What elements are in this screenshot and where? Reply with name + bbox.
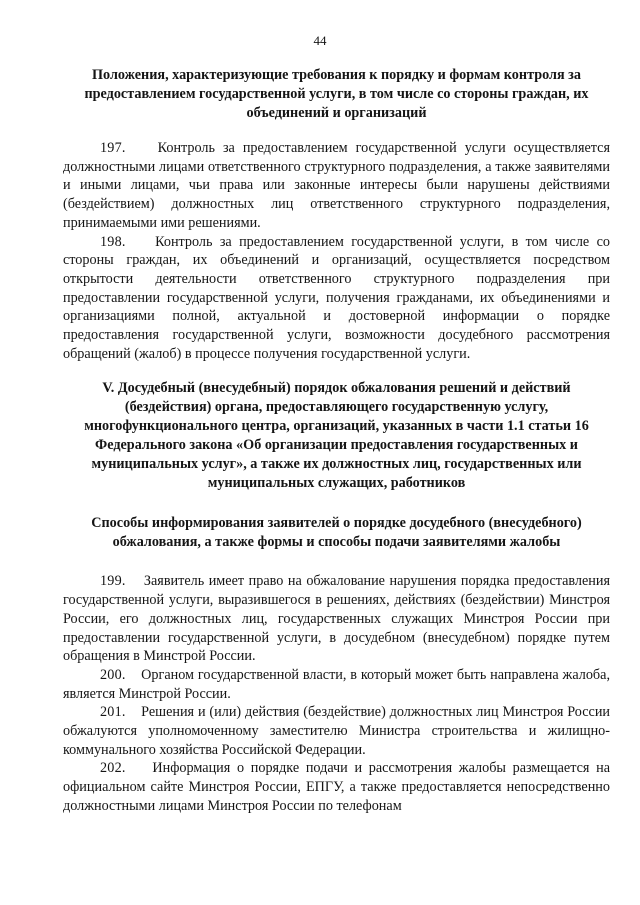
paragraph-198 (63, 233, 610, 364)
paragraph-200 (63, 666, 610, 703)
paragraph-text: Заявитель имеет право на обжалование нарушения порядка предоставления государственной услуги, выразившегося в решениях, действиях (бездействии) Минстроя России, его должностных лиц, государственных служащих Минстроя России при предоставлении государственной услуги, в досудебном (внесудебном) порядке путем обращения в Минстрой России. (63, 573, 611, 665)
paragraph-197 (63, 139, 610, 233)
paragraph-201 (63, 703, 610, 759)
paragraph-number: 198. (100, 233, 126, 250)
paragraph-text: Органом государственной власти, в который может быть направлена жалоба, является Минстрой России. (63, 666, 610, 702)
paragraph-text: Контроль за предоставлением государственной услуги, в том числе со стороны граждан, их объединений и организаций, осуществляется посредством открытости деятельности ответственного структурного подразделения при предоставлении государственной услуги, получения гражданами, их объединениями и организациями полной, актуальной и достоверной информации о порядке предоставления государственной услуги, возможности досудебного рассмотрения обращений (жалоб) в процессе получения государственной услуги. (63, 233, 610, 362)
section-heading-appeal-methods: Способы информирования заявителей о порядке досудебного (внесудебного) обжалования, а также формы и способы подачи заявителями жалобы (91, 515, 582, 551)
document-body (63, 66, 610, 816)
paragraph-199 (63, 572, 610, 666)
paragraph-text: Информация о порядке подачи и рассмотрения жалобы размещается на официальном сайте Минстроя России, ЕПГУ, а также предоставляется непосредственно должностными лицами Минстроя России по телефонам (63, 760, 610, 814)
page-number: 44 (313, 33, 327, 48)
section-heading-control: Положения, характеризующие требования к порядку и формам контроля за предоставлением государственной услуги, в том числе со стороны граждан, их объединений и организаций (84, 67, 589, 121)
paragraph-text: Контроль за предоставлением государственной услуги осуществляется должностными лицами ответственного структурного подразделения, а также заявителями и иными лицами, чьи права или законные интересы были нарушены действиями (бездействием) должностных лиц ответственного структурного подразделения, принимаемыми ими решениями. (63, 140, 611, 231)
paragraph-202 (63, 759, 610, 815)
paragraph-text: Решения и (или) действия (бездействие) должностных лиц Минстроя России обжалуются уполномоченному заместителю Министра строительства и жилищно-коммунального хозяйства Российской Федерации. (63, 704, 610, 758)
paragraph-number: 199. (100, 573, 126, 590)
paragraph-number: 200. (100, 666, 126, 683)
paragraph-number: 197. (100, 140, 126, 156)
section-heading-chapter-v: V. Досудебный (внесудебный) порядок обжалования решений и действий (бездействия) органа, предоставляющего государственную услугу, многофункционального центра, организаций, указанных в части 1.1 статьи 16 Федерального закона «Об организации предоставления государственных и муниципальных услуг», а также их должностных лиц, государственных или муниципальных служащих, работников (84, 380, 589, 492)
paragraph-number: 202. (100, 760, 126, 777)
paragraph-number: 201. (100, 704, 126, 721)
